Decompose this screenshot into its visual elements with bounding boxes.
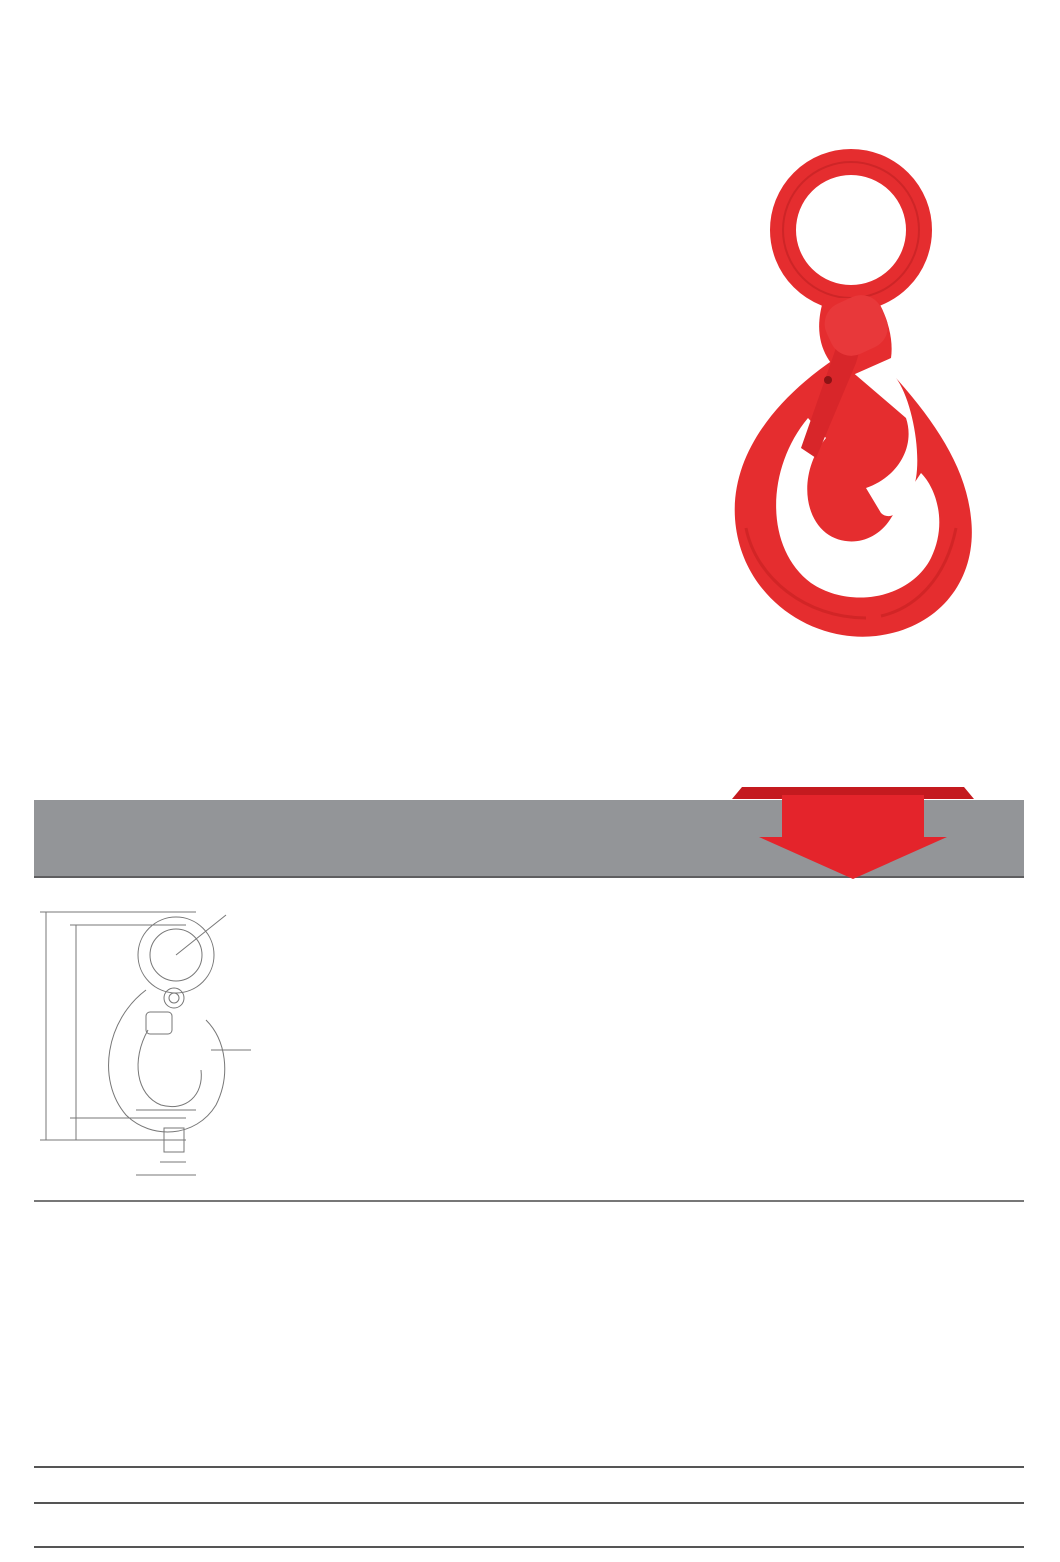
- list-item: [36, 410, 676, 439]
- list-item: [36, 524, 676, 553]
- hook-product-image: [716, 148, 986, 648]
- model-badge-ribbon: [732, 787, 974, 879]
- list-item: [36, 467, 676, 496]
- list-item: [36, 581, 676, 610]
- mark-values-row: [34, 1466, 1024, 1504]
- list-item: [36, 239, 676, 268]
- list-item: [36, 353, 676, 382]
- list-item: [36, 182, 676, 211]
- list-item: [36, 211, 676, 240]
- mark-bottom-rule: [34, 1546, 1024, 1548]
- list-item: [36, 325, 676, 354]
- list-item: [36, 382, 676, 411]
- list-item: [36, 552, 676, 581]
- list-item: [36, 609, 676, 638]
- list-item: [36, 439, 676, 468]
- feature-list: [36, 125, 676, 638]
- list-item: [36, 154, 676, 183]
- list-item: [36, 296, 676, 325]
- table-bottom-rule: [34, 1200, 1024, 1202]
- list-item: [36, 268, 676, 297]
- hook-dimension-diagram: [36, 900, 286, 1190]
- list-item: [36, 125, 676, 154]
